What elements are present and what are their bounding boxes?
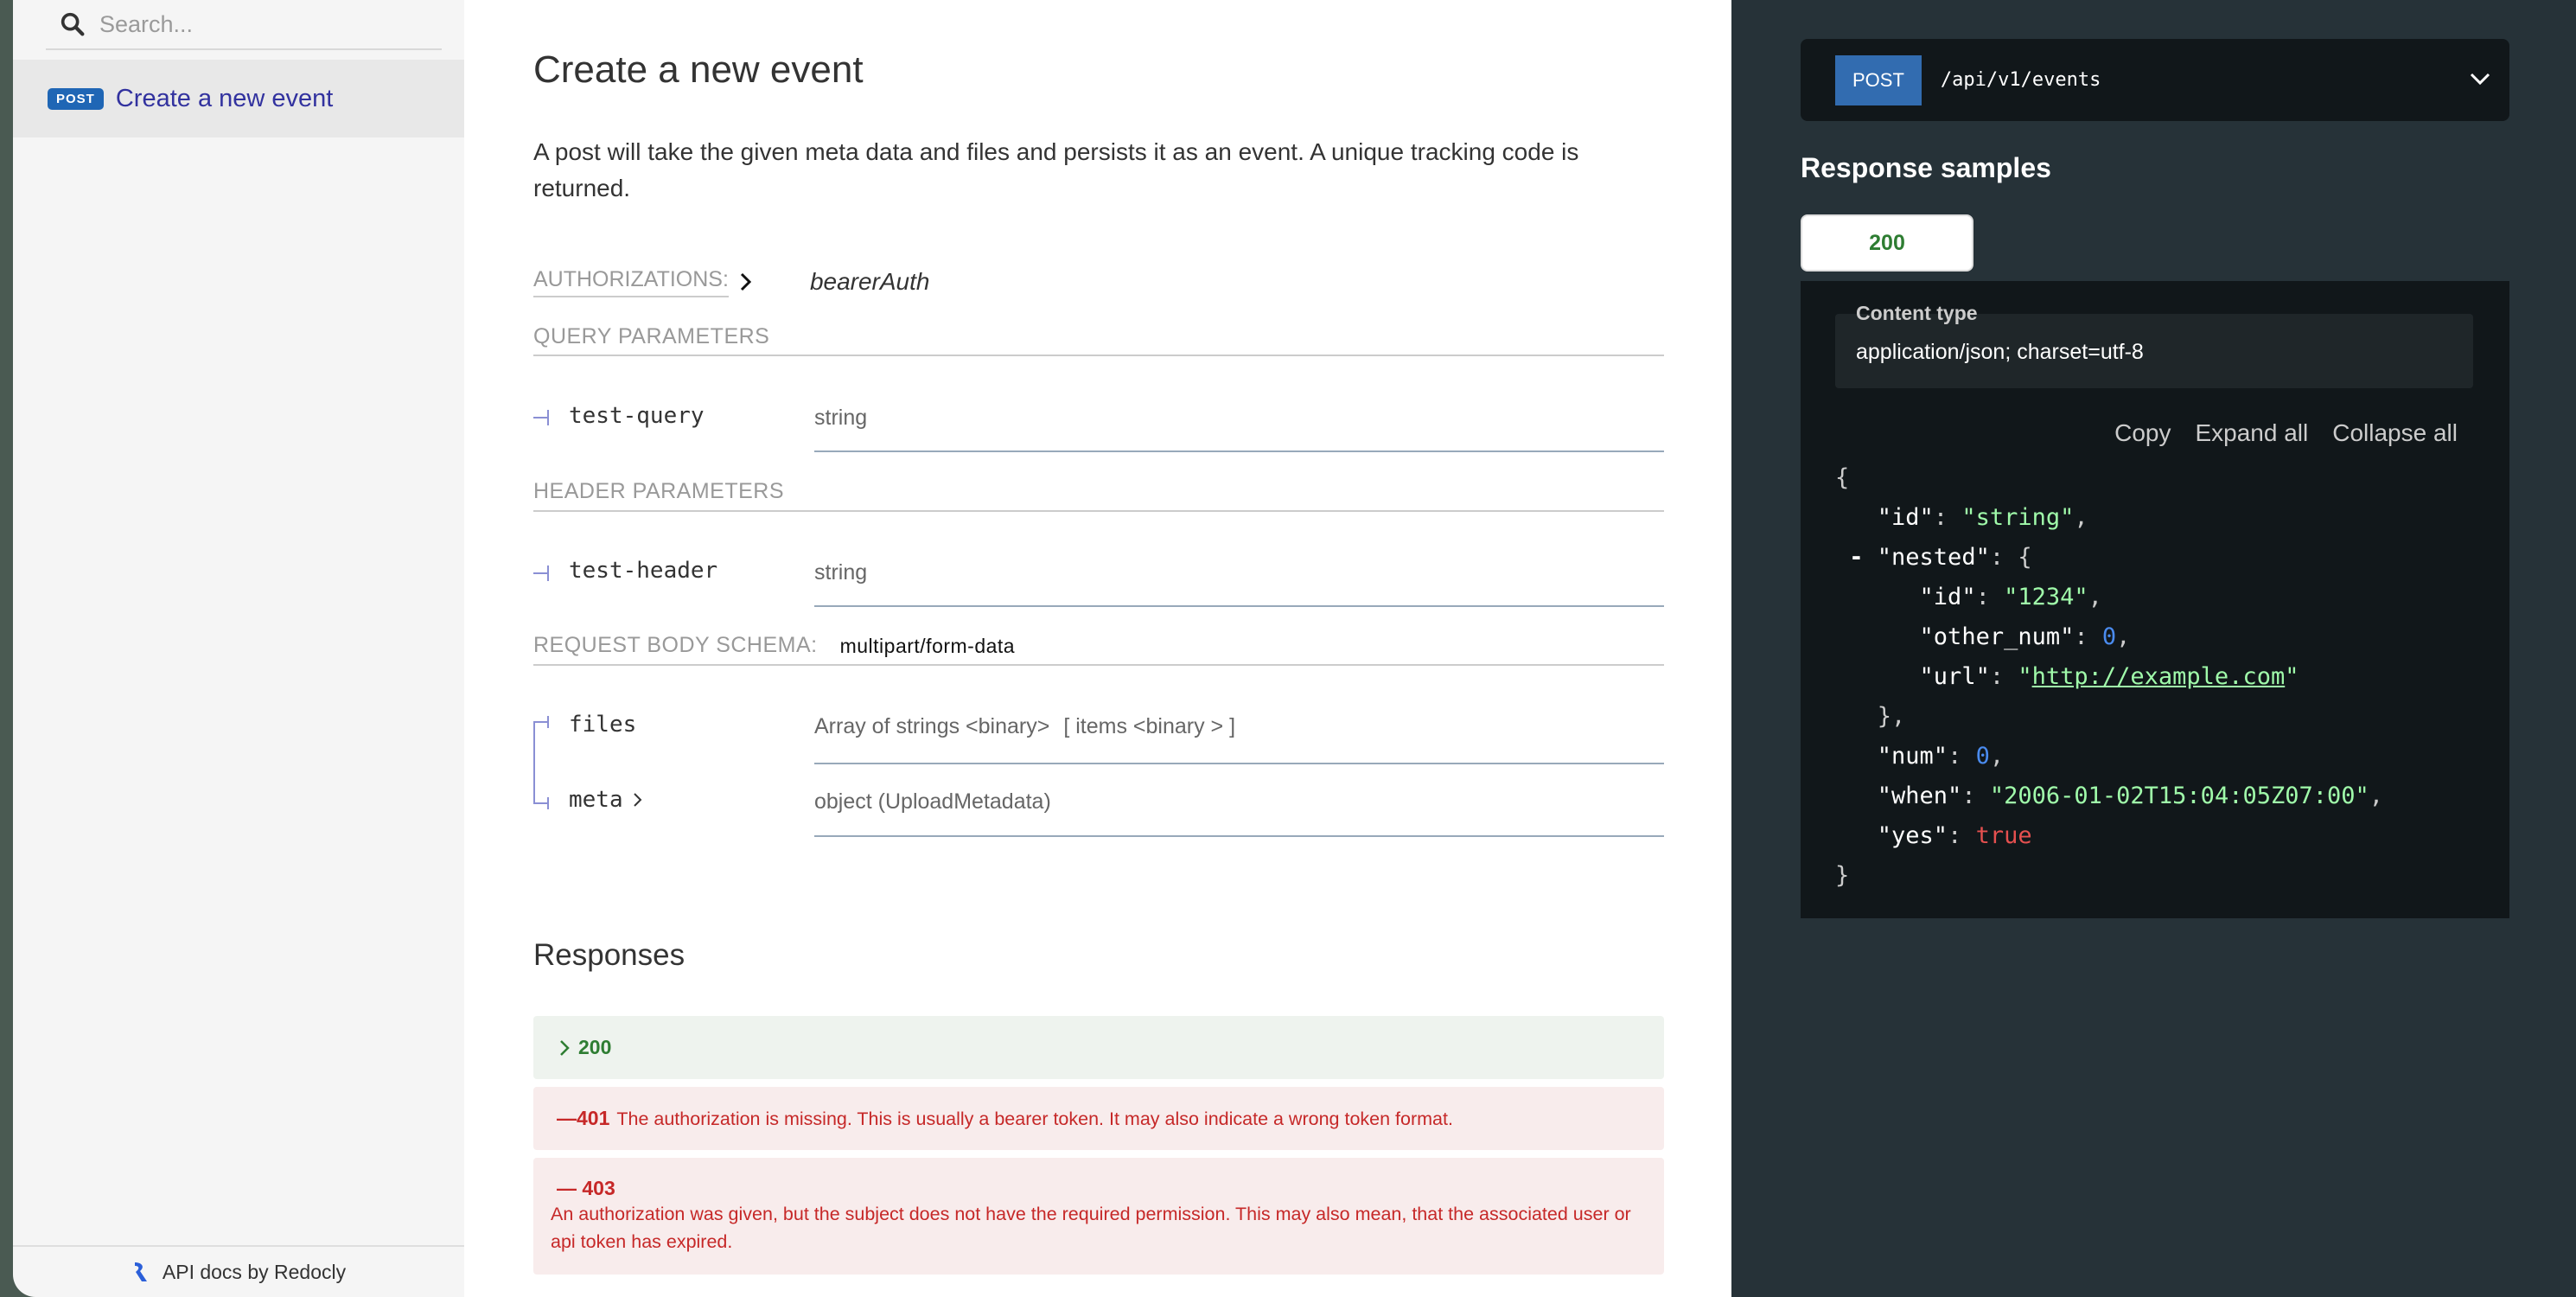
operation-description: A post will take the given meta data and files and persists it as an event. A unique tracking code is returned. xyxy=(533,138,1579,201)
request-body-type: multipart/form-data xyxy=(839,635,1016,657)
search-icon xyxy=(58,10,87,39)
param-divider xyxy=(814,450,1664,452)
post-badge: POST xyxy=(48,88,104,110)
param-name-test-header: test-header xyxy=(569,558,718,584)
param-name-test-query: test-query xyxy=(569,403,705,429)
redocly-footer-link[interactable] xyxy=(13,1245,464,1297)
param-name-meta: meta xyxy=(569,787,623,813)
param-name-files: files xyxy=(569,712,637,738)
tree-connector xyxy=(547,410,549,425)
items-suffix: ] xyxy=(1229,714,1236,738)
content-type-label: Content type xyxy=(1856,302,1978,324)
json-value-other-num: 0 xyxy=(2101,623,2117,650)
page-title: Create a new event xyxy=(533,48,864,91)
request-body-label: REQUEST BODY SCHEMA: xyxy=(533,633,818,657)
tree-connector xyxy=(533,721,535,804)
json-value-nested-id: 1234 xyxy=(2018,584,2075,610)
param-type-test-header: string xyxy=(814,560,868,585)
search-bar xyxy=(46,0,442,50)
response-description: The authorization is missing. This is usually a bearer token. It may also indicate a wrong token format. xyxy=(616,1108,1453,1129)
authorizations-label: AUTHORIZATIONS: xyxy=(533,267,729,297)
items-type: <binary > xyxy=(1132,714,1224,738)
param-divider xyxy=(814,763,1664,764)
collapse-all-button[interactable]: Collapse all xyxy=(2332,419,2458,446)
request-body-heading xyxy=(533,633,1664,666)
json-value-id: string xyxy=(1975,504,2061,531)
json-value-when: 2006-01-02T15:04:05Z07:00 xyxy=(2004,783,2356,809)
response-200[interactable] xyxy=(533,1016,1664,1079)
json-value-yes: true xyxy=(1975,822,2032,849)
authorizations-value: bearerAuth xyxy=(809,268,930,295)
endpoint-dropdown[interactable] xyxy=(1801,39,2509,121)
response-code: 403 xyxy=(582,1177,615,1199)
response-samples-panel xyxy=(1731,0,2576,1297)
chevron-right-icon xyxy=(632,791,644,808)
tree-connector xyxy=(547,565,549,581)
response-description: An authorization was given, but the subject does not have the required permission. This may also mean, that the associated user or api token has expired. xyxy=(551,1204,1631,1252)
chevron-right-icon xyxy=(558,1038,571,1057)
sidebar-item-label: Create a new event xyxy=(115,84,334,112)
response-sample-body xyxy=(1801,281,2509,918)
http-method-badge: POST xyxy=(1835,55,1922,105)
query-parameters-heading: QUERY PARAMETERS xyxy=(533,324,1664,356)
response-samples-heading: Response samples xyxy=(1801,152,2051,183)
param-divider xyxy=(814,605,1664,607)
tab-200[interactable]: 200 xyxy=(1801,214,1973,272)
param-divider xyxy=(814,835,1664,837)
response-403[interactable] xyxy=(533,1158,1664,1275)
param-name-meta-toggle[interactable] xyxy=(569,787,644,813)
chevron-right-icon[interactable] xyxy=(737,272,755,292)
response-code: 200 xyxy=(578,1036,612,1058)
redocly-logo-icon xyxy=(131,1260,152,1284)
response-code: 401 xyxy=(577,1107,610,1129)
endpoint-path: /api/v1/events xyxy=(1940,69,2101,91)
chevron-down-icon[interactable] xyxy=(2468,68,2492,89)
search-input[interactable] xyxy=(99,11,411,38)
items-prefix: [ items xyxy=(1063,714,1127,738)
param-type-files xyxy=(814,714,1235,739)
collapse-dash-icon: — xyxy=(557,1107,577,1129)
copy-button[interactable]: Copy xyxy=(2114,419,2171,446)
authorizations-row[interactable] xyxy=(533,262,1664,302)
sidebar-item-create-event[interactable] xyxy=(13,60,464,137)
files-items xyxy=(1063,714,1235,739)
footer-text: API docs by Redocly xyxy=(162,1260,347,1283)
json-link-url[interactable]: http://example.com xyxy=(2031,663,2286,690)
content-type-value: application/json; charset=utf-8 xyxy=(1856,340,2144,364)
sidebar xyxy=(13,0,464,1297)
code-actions xyxy=(2114,419,2458,447)
operation-content xyxy=(464,0,1731,1297)
response-401[interactable] xyxy=(533,1087,1664,1150)
param-type-meta: object (UploadMetadata) xyxy=(814,789,1051,814)
tree-connector xyxy=(547,797,549,809)
param-type-test-query: string xyxy=(814,406,868,430)
responses-heading: Responses xyxy=(533,938,685,972)
header-parameters-heading: HEADER PARAMETERS xyxy=(533,479,1664,512)
json-sample: { "id": "string", - "nested": { "id": "1234", "other_num": 0, "url": "http://example.com" }, "num": 0, "when": "2006-01-02T15:04:05Z07:00", "yes": true } xyxy=(1835,464,2384,889)
json-value-num: 0 xyxy=(1975,743,1990,770)
files-type: Array of strings <binary> xyxy=(814,714,1050,738)
content-type-box xyxy=(1835,302,2473,388)
tree-connector xyxy=(547,716,549,728)
collapse-dash-icon: — xyxy=(557,1177,583,1199)
json-collapse-toggle[interactable]: - xyxy=(1835,544,1878,571)
expand-all-button[interactable]: Expand all xyxy=(2195,419,2309,446)
